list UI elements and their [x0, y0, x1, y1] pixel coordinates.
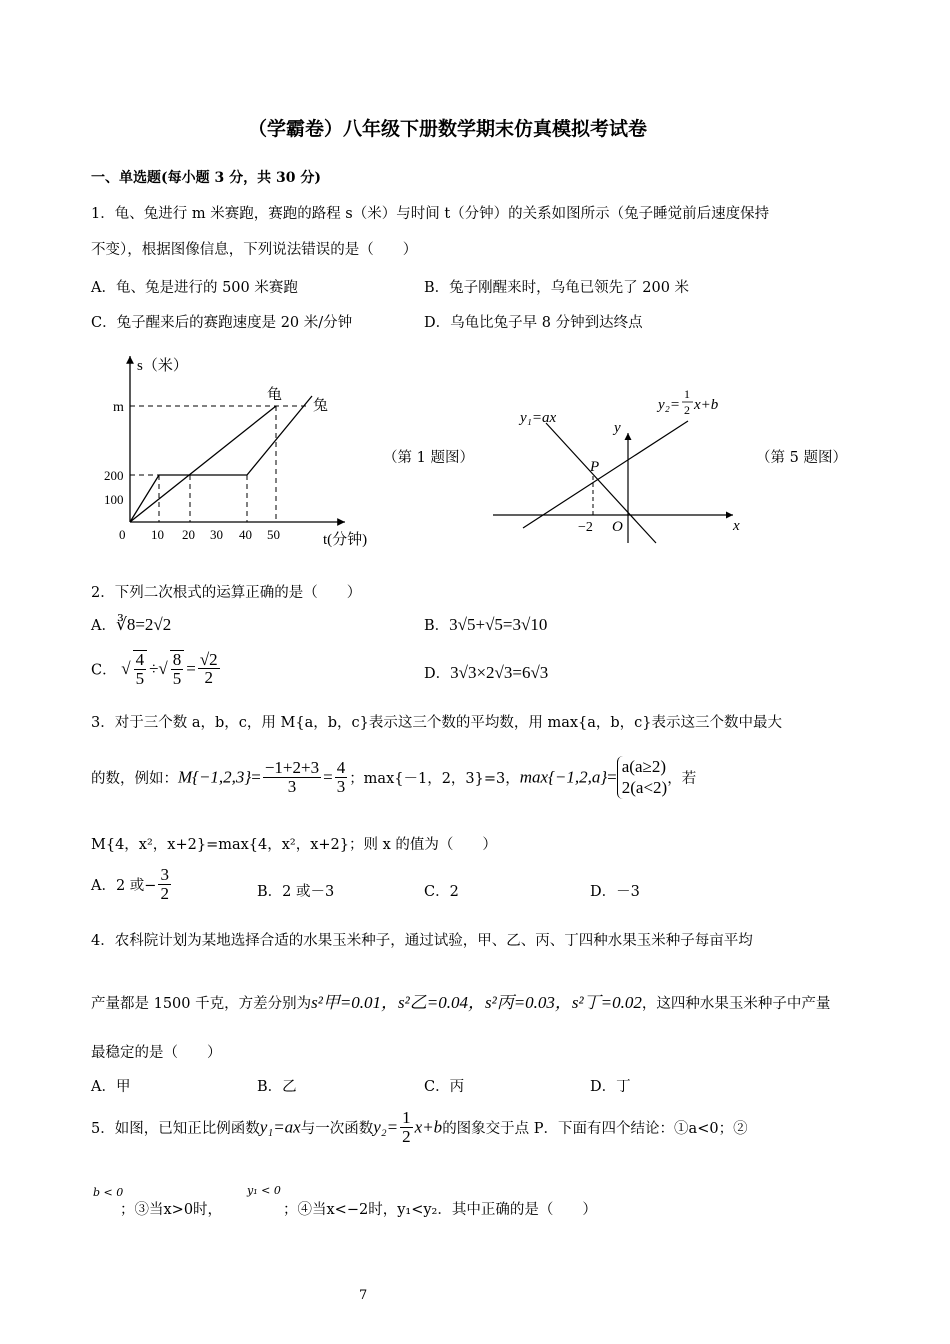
q1-option-c: C．兔子醒来后的赛跑速度是 20 米/分钟 — [91, 315, 353, 331]
q4-option-b: B．乙 — [257, 1079, 297, 1095]
q1-ytick-200: 200 — [104, 468, 124, 483]
q3-option-d: D．－3 — [590, 884, 640, 900]
q5-label-y2-prefix: y₂= — [658, 397, 680, 413]
q3-option-b: B．2 或－3 — [257, 884, 335, 900]
page-number: 7 — [359, 1288, 368, 1303]
q1-rabbit-line — [130, 396, 312, 522]
q5-stem-line2a: ；③当x>0时， — [120, 1202, 223, 1218]
q5-graph — [488, 378, 758, 548]
q5-label-y2-suffix: x+b — [694, 397, 719, 413]
q5-line-y2 — [523, 421, 688, 528]
q3-stem-line2: 的数，例如：M{−1,2,3}= $\frac{-1+2+3}{3}$ = $\frac{4}{3}$ ；max{－1，2，3}=3，max{−1,2,a}= a(a≥2) 2(a<2) ，若 — [91, 757, 697, 798]
page-title: （学霸卷）八年级下册数学期末仿真模拟考试卷 — [248, 118, 648, 140]
q5-label-p: P — [590, 459, 600, 475]
q2-option-a-expr: ∛8=2√2 — [115, 615, 172, 634]
q1-rabbit-label: 兔 — [313, 398, 329, 414]
q2-option-a: A．∛8=2√2 — [91, 615, 172, 634]
q2-option-b-expr: 3√5+√5=3√10 — [449, 615, 548, 634]
q1-ytick-100: 100 — [104, 492, 124, 507]
q3-stem-line1: 3．对于三个数 a，b，c，用 M{a，b，c}表示这三个数的平均数，用 max{a，b，c}表示这三个数中最大 — [91, 715, 783, 731]
q1-xtick-20: 20 — [182, 527, 195, 542]
q5-conclusion-3-expr: y₁ < 0 — [247, 1184, 281, 1197]
q5-label-y2-num: 1 — [684, 387, 690, 401]
q1-ytick-m: m — [113, 400, 124, 415]
q1-option-d: D．乌龟比兔子早 8 分钟到达终点 — [424, 315, 643, 331]
q1-graph — [95, 352, 395, 552]
q1-option-b: B．兔子刚醒来时，乌龟已领先了 200 米 — [424, 280, 690, 296]
q1-turtle-line — [130, 406, 276, 522]
q5-label-y2-den: 2 — [684, 403, 690, 417]
q4-option-c: C．丙 — [424, 1079, 465, 1095]
q5-stem-line2b: ；④当x<−2时，y₁<y₂．其中正确的是（ ） — [283, 1202, 597, 1218]
q2-option-d-expr: 3√3×2√3=6√3 — [450, 663, 549, 682]
q3-option-a: A．2 或− $\frac{3}{2}$ — [91, 865, 169, 903]
section-heading: 一、单选题(每小题 3 分，共 30 分) — [91, 170, 321, 186]
q4-option-a: A．甲 — [91, 1079, 131, 1095]
q3-stem-line3: M{4，x²，x+2}=max{4，x²，x+2}；则 x 的值为（ ） — [91, 837, 497, 853]
q4-option-d: D．丁 — [590, 1079, 631, 1095]
q5-label-y1: y₁=ax — [520, 410, 557, 426]
q5-conclusion-2: b < 0 — [93, 1186, 124, 1199]
q1-xlabel: t(分钟) — [323, 532, 368, 548]
q4-stem-line1: 4．农科院计划为某地选择合适的水果玉米种子，通过试验，甲、乙、丙、丁四种水果玉米种子每亩平均 — [91, 933, 753, 949]
q2-option-d: D．3√3×2√3=6√3 — [424, 663, 549, 682]
q2-option-c: C． √ $\frac{4}{5}$ ÷√ $\frac{8}{5}$ = $\frac{√2}{2}$ — [91, 649, 218, 688]
q1-xtick-10: 10 — [151, 527, 164, 542]
q1-stem-line2: 不变），根据图像信息，下列说法错误的是（ ） — [91, 242, 418, 258]
q1-xtick-40: 40 — [239, 527, 252, 542]
q4-variances: s²甲=0.01，s²乙=0.04，s²丙=0.03，s²丁=0.02 — [311, 993, 642, 1012]
q1-option-a: A．龟、兔是进行的 500 米赛跑 — [91, 280, 298, 296]
q4-stem-line2: 产量都是 1500 千克，方差分别为s²甲=0.01，s²乙=0.04，s²丙=0.03，s²丁=0.02，这四种水果玉米种子中产量 — [91, 993, 831, 1012]
q5-stem-line1: 5．如图，已知正比例函数y₁=ax与一次函数y₂= $\frac{1}{2}$ x+b的图象交于点 P．下面有四个结论：①a<0；② — [91, 1108, 748, 1146]
q1-xtick-30: 30 — [210, 527, 223, 542]
q1-ylabel: s（米） — [137, 358, 188, 374]
q5-label-o: O — [612, 519, 623, 535]
q5-line-y1 — [546, 423, 656, 543]
q5-label-yaxis: y — [614, 420, 621, 436]
q1-xtick-50: 50 — [267, 527, 280, 542]
q5-label-xaxis: x — [733, 518, 740, 534]
q1-stem-line1: 1．龟、兔进行 m 米赛跑，赛跑的路程 s（米）与时间 t（分钟）的关系如图所示（兔子睡觉前后速度保持 — [91, 206, 770, 222]
q3-option-c: C．2 — [424, 884, 459, 900]
q1-turtle-label: 龟 — [267, 387, 283, 403]
q5-label-tick: −2 — [578, 520, 593, 535]
q1-origin: 0 — [119, 527, 126, 542]
q4-stem-line3: 最稳定的是（ ） — [91, 1045, 222, 1061]
q2-option-b: B．3√5+√5=3√10 — [424, 615, 548, 634]
q2-stem: 2．下列二次根式的运算正确的是（ ） — [91, 585, 362, 601]
q1-figure-caption: （第 1 题图） — [383, 450, 474, 466]
q5-figure-caption: （第 5 题图） — [756, 450, 847, 466]
